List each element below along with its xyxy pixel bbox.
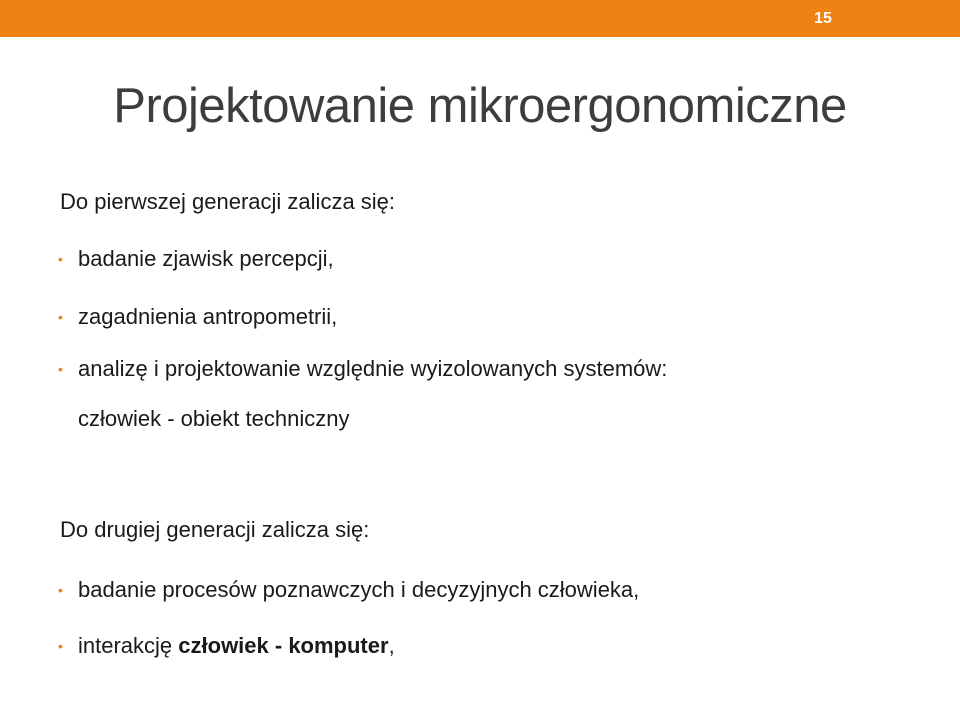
- slide-number: 15: [814, 10, 832, 27]
- bullet-item-continuation: człowiek - obiekt techniczny: [78, 406, 350, 431]
- slide-title: Projektowanie mikroergonomiczne: [113, 79, 847, 133]
- bullet-item: zagadnienia antropometrii,: [78, 304, 338, 329]
- interaction-prefix: interakcję: [78, 633, 179, 658]
- section-1-heading: Do pierwszej generacji zalicza się:: [60, 189, 396, 214]
- bullet-dot-icon: •: [58, 251, 63, 267]
- bullet-item-interaction: [78, 632, 395, 660]
- interaction-bold: człowiek - komputer: [178, 633, 389, 658]
- bullet-dot-icon: •: [58, 309, 63, 325]
- interaction-suffix: ,: [388, 633, 395, 658]
- bullet-item: badanie zjawisk percepcji,: [78, 246, 334, 271]
- bullet-dot-icon: •: [58, 582, 63, 598]
- section-2-heading: Do drugiej generacji zalicza się:: [60, 517, 370, 542]
- bullet-item: badanie procesów poznawczych i decyzyjnych człowieka,: [78, 577, 640, 602]
- bullet-dot-icon: •: [58, 361, 63, 377]
- bullet-item: analizę i projektowanie względnie wyizolowanych systemów:: [78, 356, 668, 381]
- bullet-dot-icon: •: [58, 638, 63, 654]
